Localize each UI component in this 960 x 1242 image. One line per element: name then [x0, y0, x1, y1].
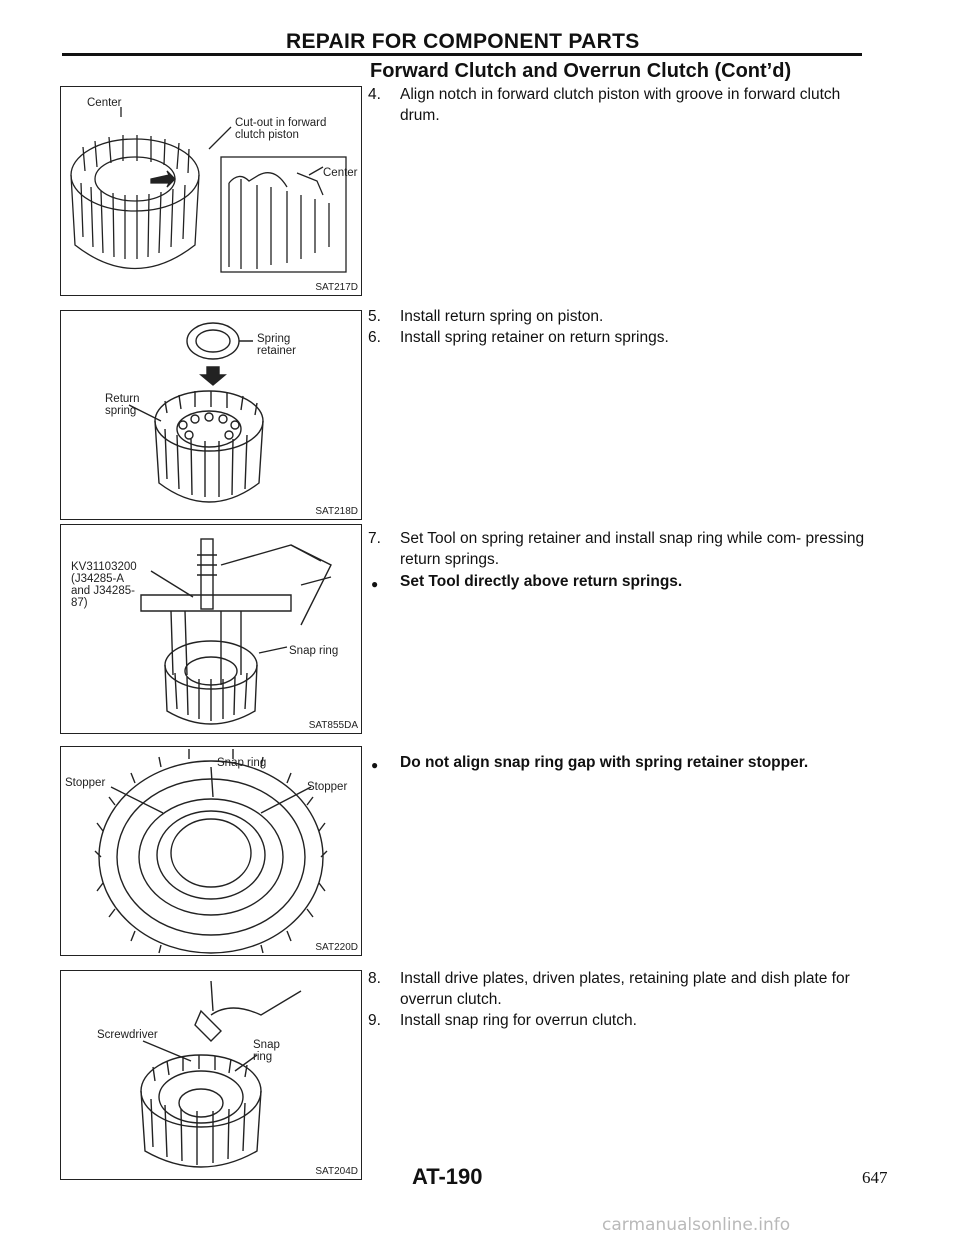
- figure-sat218d: [60, 310, 362, 520]
- watermark: carmanualsonline.info: [602, 1215, 791, 1235]
- snap-ring-label: Snap ring: [217, 757, 267, 769]
- center-label-right: Center: [323, 167, 358, 179]
- spring-compressor-illustration: [61, 525, 361, 733]
- figure-code: SAT204D: [315, 1166, 358, 1177]
- header-rule: [62, 53, 862, 56]
- step-number: 4.: [368, 86, 381, 103]
- step-text: Install drive plates, driven plates, retaining plate and dish plate for overrun clutch.: [400, 970, 850, 1008]
- spring-retainer-label: Spring retainer: [257, 333, 296, 357]
- figure-sat204d: [60, 970, 362, 1180]
- bullet-icon: ●: [371, 758, 379, 772]
- step-text: Install spring retainer on return springs.: [400, 329, 669, 346]
- step-text: Install return spring on piston.: [400, 308, 604, 325]
- step-number: 8.: [368, 970, 381, 987]
- step-number: 9.: [368, 1012, 381, 1029]
- step-text: Install snap ring for overrun clutch.: [400, 1012, 637, 1029]
- bullet-text: Set Tool directly above return springs.: [400, 573, 683, 590]
- bullet-text: Do not align snap ring gap with spring retainer stopper.: [400, 754, 809, 771]
- snap-ring-stopper-illustration: [61, 747, 361, 955]
- figure-code: SAT218D: [315, 506, 358, 517]
- figure-sat855da: [60, 524, 362, 734]
- screwdriver-label: Screwdriver: [97, 1029, 158, 1041]
- cutout-label: Cut-out in forward clutch piston: [235, 117, 327, 141]
- screwdriver-snap-ring-illustration: [61, 971, 361, 1179]
- center-label-top: Center: [87, 97, 122, 109]
- stopper-left-label: Stopper: [65, 777, 106, 789]
- return-spring-label: Return spring: [105, 393, 140, 417]
- snap-ring-label: Snap ring: [289, 645, 339, 657]
- figure-code: SAT217D: [315, 282, 358, 293]
- step-text: Set Tool on spring retainer and install snap ring while com- pressing return springs.: [400, 530, 865, 568]
- tool-number-label: KV31103200 (J34285-A and J34285-87): [71, 561, 137, 609]
- section-title: Forward Clutch and Overrun Clutch (Cont’d): [370, 60, 792, 82]
- step-number: 7.: [368, 530, 381, 547]
- bullet-icon: ●: [371, 577, 379, 591]
- step-text: Align notch in forward clutch piston with groove in forward clutch drum.: [400, 86, 841, 124]
- page-header: REPAIR FOR COMPONENT PARTS: [286, 30, 640, 53]
- page-number: 647: [862, 1168, 888, 1187]
- figure-code: SAT220D: [315, 942, 358, 953]
- page-footer-code: AT-190: [412, 1164, 483, 1189]
- figure-code: SAT855DA: [308, 720, 358, 731]
- figure-sat217d: [60, 86, 362, 296]
- figure-sat220d: [60, 746, 362, 956]
- step-number: 6.: [368, 329, 381, 346]
- step-number: 5.: [368, 308, 381, 325]
- snap-ring-label: Snap ring: [253, 1039, 280, 1063]
- stopper-right-label: Stopper: [307, 781, 348, 793]
